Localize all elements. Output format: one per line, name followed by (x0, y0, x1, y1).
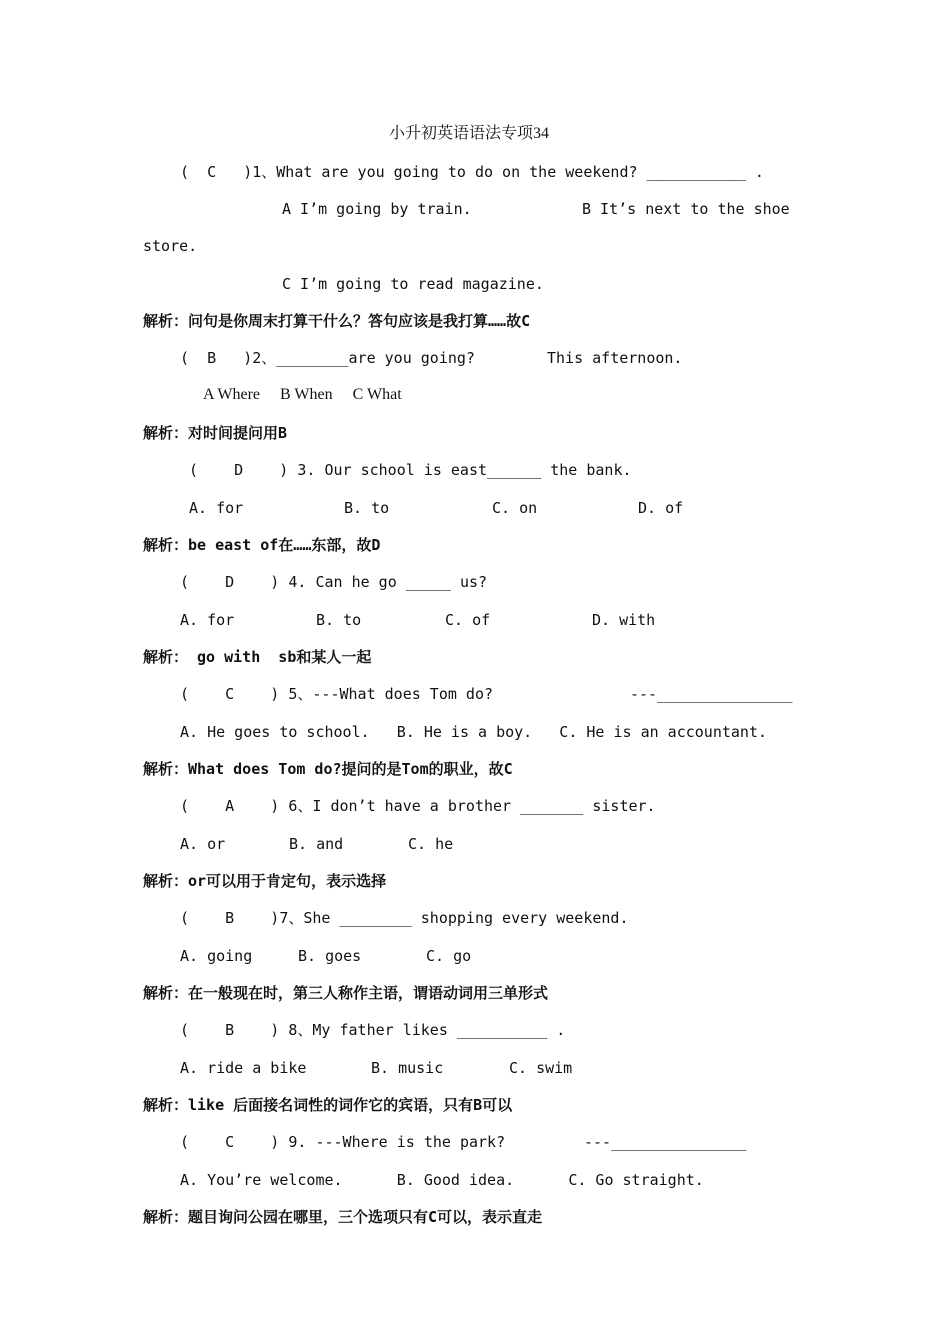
question-3-option-a: A. for (189, 499, 244, 517)
question-9-options: A. You’re welcome. B. Good idea. C. Go straight. (180, 1171, 704, 1189)
question-3-option-c: C. on (492, 499, 538, 517)
page-title: 小升初英语语法专项34 (389, 125, 550, 142)
question-4-option-d: D. with (592, 611, 656, 629)
question-6-option-a: A. or (180, 835, 226, 853)
question-7-option-b: B. goes (298, 947, 362, 965)
question-1-explanation: 解析：问句是你周末打算干什么？答句应该是我打算……故C (143, 312, 531, 330)
question-3-option-d: D. of (638, 499, 684, 517)
question-6-option-c: C. he (408, 835, 454, 853)
question-2-options: A Where B When C What (203, 386, 402, 403)
question-6-explanation: 解析：or可以用于肯定句，表示选择 (143, 872, 387, 890)
question-1-option-b: B It’s next to the shoe (582, 200, 790, 218)
question-9-explanation: 解析：题目询问公园在哪里，三个选项只有C可以，表示直走 (143, 1208, 543, 1226)
question-3-option-b: B. to (344, 499, 390, 517)
question-7-explanation: 解析：在一般现在时，第三人称作主语，谓语动词用三单形式 (143, 984, 549, 1002)
question-4-option-b: B. to (316, 611, 362, 629)
question-8-explanation: 解析：like 后面接名词性的词作它的宾语，只有B可以 (143, 1096, 513, 1114)
question-1: ( C )1、What are you going to do on the weekend? ___________ . (180, 163, 764, 181)
question-7-option-c: C. go (426, 947, 472, 965)
question-5-answer-blank: ---_______________ (630, 685, 793, 703)
question-5: ( C ) 5、---What does Tom do? (180, 685, 494, 703)
question-8: ( B ) 8、My father likes __________ . (180, 1021, 566, 1039)
question-4-explanation: 解析： go with sb和某人一起 (143, 648, 372, 666)
question-4-option-a: A. for (180, 611, 235, 629)
question-5-options: A. He goes to school. B. He is a boy. C. He is an accountant. (180, 723, 767, 741)
question-5-explanation: 解析：What does Tom do?提问的是Tom的职业，故C (143, 760, 513, 778)
question-7: ( B )7、She ________ shopping every weekend. (180, 909, 629, 927)
question-6-option-b: B. and (289, 835, 344, 853)
question-8-option-a: A. ride a bike (180, 1059, 307, 1077)
question-1-option-b-continued: store. (143, 237, 198, 255)
question-8-option-c: C. swim (509, 1059, 573, 1077)
question-2-answer-text: This afternoon. (547, 349, 683, 367)
question-3: ( D ) 3. Our school is east______ the bank. (189, 461, 632, 479)
question-1-option-a: A I’m going by train. (282, 200, 472, 218)
question-8-option-b: B. music (371, 1059, 444, 1077)
question-4-option-c: C. of (445, 611, 491, 629)
question-4: ( D ) 4. Can he go _____ us? (180, 573, 488, 591)
question-2-explanation: 解析：对时间提问用B (143, 424, 288, 442)
question-1-option-c: C I’m going to read magazine. (282, 275, 544, 293)
question-3-explanation: 解析：be east of在……东部，故D (143, 536, 381, 554)
question-2: ( B )2、________are you going? (180, 349, 475, 367)
question-9: ( C ) 9. ---Where is the park? (180, 1133, 506, 1151)
question-7-option-a: A. going (180, 947, 253, 965)
question-6: ( A ) 6、I don’t have a brother _______ sister. (180, 797, 656, 815)
question-9-answer-blank: ---_______________ (584, 1133, 747, 1151)
